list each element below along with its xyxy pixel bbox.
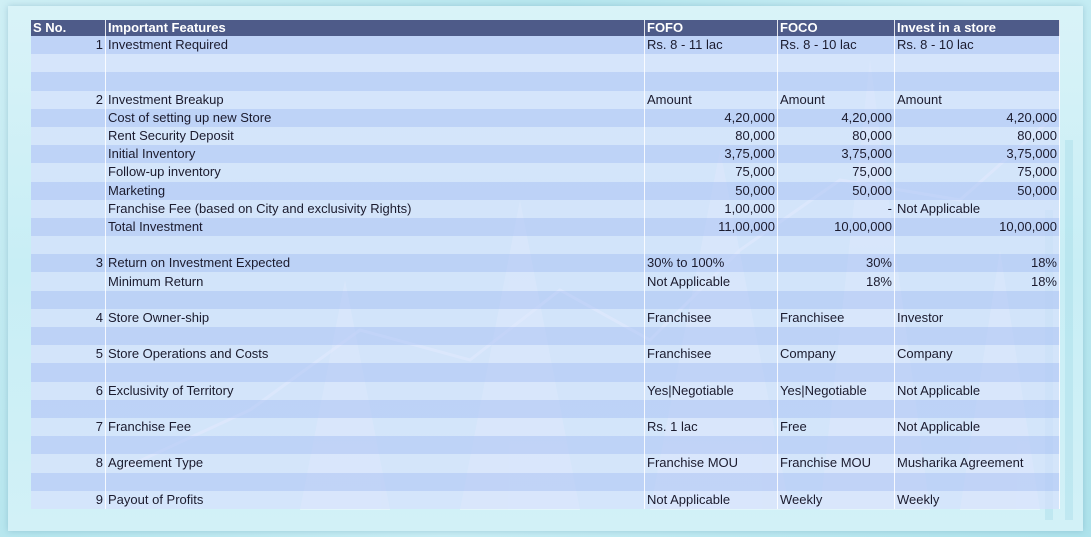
cell-invest: Rs. 8 - 10 lac xyxy=(895,36,1060,54)
cell-feature: Investment Breakup xyxy=(106,91,645,109)
cell-feature: Exclusivity of Territory xyxy=(106,382,645,400)
cell-sno: 7 xyxy=(31,418,106,436)
cell-fofo: Not Applicable xyxy=(645,491,778,509)
cell-foco: 18% xyxy=(778,272,895,290)
cell-invest xyxy=(895,473,1060,491)
cell-fofo xyxy=(645,291,778,309)
table-row xyxy=(31,54,1060,72)
cell-foco xyxy=(778,400,895,418)
table-row xyxy=(31,127,1060,145)
cell-foco xyxy=(778,436,895,454)
header-fofo: FOFO xyxy=(645,20,778,36)
cell-fofo xyxy=(645,436,778,454)
table-row xyxy=(31,109,1060,127)
cell-invest: 18% xyxy=(895,254,1060,272)
cell-foco: Weekly xyxy=(778,491,895,509)
cell-fofo: 30% to 100% xyxy=(645,254,778,272)
cell-fofo: Amount xyxy=(645,91,778,109)
cell-feature: Store Operations and Costs xyxy=(106,345,645,363)
cell-invest: 18% xyxy=(895,272,1060,290)
cell-invest: 75,000 xyxy=(895,163,1060,181)
cell-sno xyxy=(31,145,106,163)
table-row xyxy=(31,272,1060,290)
table-row xyxy=(31,309,1060,327)
cell-fofo: 1,00,000 xyxy=(645,200,778,218)
cell-foco xyxy=(778,473,895,491)
cell-feature: Marketing xyxy=(106,182,645,200)
cell-feature xyxy=(106,363,645,381)
cell-feature xyxy=(106,473,645,491)
cell-sno xyxy=(31,109,106,127)
cell-feature xyxy=(106,54,645,72)
table-row xyxy=(31,345,1060,363)
table-row xyxy=(31,400,1060,418)
cell-feature xyxy=(106,327,645,345)
cell-fofo xyxy=(645,54,778,72)
table-row xyxy=(31,327,1060,345)
cell-invest xyxy=(895,72,1060,90)
cell-foco xyxy=(778,54,895,72)
cell-foco xyxy=(778,327,895,345)
cell-fofo: 75,000 xyxy=(645,163,778,181)
header-sno: S No. xyxy=(31,20,106,36)
cell-fofo: Franchise MOU xyxy=(645,454,778,472)
cell-feature xyxy=(106,400,645,418)
header-invest: Invest in a store xyxy=(895,20,1060,36)
cell-invest: Weekly xyxy=(895,491,1060,509)
cell-feature: Total Investment xyxy=(106,218,645,236)
cell-foco: 80,000 xyxy=(778,127,895,145)
cell-invest: Investor xyxy=(895,309,1060,327)
table-row xyxy=(31,436,1060,454)
table-row xyxy=(31,254,1060,272)
header-row xyxy=(31,20,1060,36)
cell-feature: Store Owner-ship xyxy=(106,309,645,327)
cell-feature: Minimum Return xyxy=(106,272,645,290)
cell-invest xyxy=(895,236,1060,254)
cell-invest xyxy=(895,54,1060,72)
cell-sno: 1 xyxy=(31,36,106,54)
cell-fofo: Rs. 1 lac xyxy=(645,418,778,436)
cell-fofo xyxy=(645,363,778,381)
cell-invest: 10,00,000 xyxy=(895,218,1060,236)
cell-invest: Company xyxy=(895,345,1060,363)
cell-foco xyxy=(778,236,895,254)
cell-foco: Amount xyxy=(778,91,895,109)
franchise-comparison-table xyxy=(31,20,1060,509)
cell-fofo: 80,000 xyxy=(645,127,778,145)
cell-foco: Company xyxy=(778,345,895,363)
cell-sno xyxy=(31,272,106,290)
cell-foco: 75,000 xyxy=(778,163,895,181)
cell-sno xyxy=(31,54,106,72)
table-row xyxy=(31,72,1060,90)
cell-foco: 10,00,000 xyxy=(778,218,895,236)
cell-sno xyxy=(31,218,106,236)
table-row xyxy=(31,218,1060,236)
table-row xyxy=(31,418,1060,436)
cell-feature: Payout of Profits xyxy=(106,491,645,509)
cell-foco: - xyxy=(778,200,895,218)
cell-sno xyxy=(31,291,106,309)
cell-invest: Not Applicable xyxy=(895,200,1060,218)
cell-fofo: Rs. 8 - 11 lac xyxy=(645,36,778,54)
cell-foco xyxy=(778,291,895,309)
cell-invest xyxy=(895,436,1060,454)
cell-invest xyxy=(895,363,1060,381)
table-row xyxy=(31,182,1060,200)
cell-fofo: 50,000 xyxy=(645,182,778,200)
cell-feature: Rent Security Deposit xyxy=(106,127,645,145)
cell-fofo xyxy=(645,72,778,90)
table-row xyxy=(31,473,1060,491)
cell-sno xyxy=(31,127,106,145)
cell-feature: Franchise Fee xyxy=(106,418,645,436)
cell-invest xyxy=(895,327,1060,345)
cell-sno xyxy=(31,473,106,491)
cell-invest: Not Applicable xyxy=(895,418,1060,436)
table-row xyxy=(31,363,1060,381)
cell-feature: Investment Required xyxy=(106,36,645,54)
cell-sno xyxy=(31,163,106,181)
cell-fofo xyxy=(645,473,778,491)
cell-feature: Franchise Fee (based on City and exclusivity Rights) xyxy=(106,200,645,218)
table-row xyxy=(31,145,1060,163)
cell-feature xyxy=(106,436,645,454)
cell-sno: 3 xyxy=(31,254,106,272)
cell-foco: Free xyxy=(778,418,895,436)
cell-foco: Rs. 8 - 10 lac xyxy=(778,36,895,54)
cell-invest: Musharika Agreement xyxy=(895,454,1060,472)
cell-invest: Amount xyxy=(895,91,1060,109)
cell-foco: Franchisee xyxy=(778,309,895,327)
cell-sno xyxy=(31,236,106,254)
table-row xyxy=(31,36,1060,54)
cell-sno: 8 xyxy=(31,454,106,472)
header-foco: FOCO xyxy=(778,20,895,36)
cell-foco: 3,75,000 xyxy=(778,145,895,163)
cell-invest: 50,000 xyxy=(895,182,1060,200)
cell-fofo xyxy=(645,400,778,418)
table-row xyxy=(31,291,1060,309)
table-row xyxy=(31,382,1060,400)
table-row xyxy=(31,91,1060,109)
cell-sno: 4 xyxy=(31,309,106,327)
header-features: Important Features xyxy=(106,20,645,36)
table-row xyxy=(31,236,1060,254)
table-row xyxy=(31,200,1060,218)
cell-feature: Cost of setting up new Store xyxy=(106,109,645,127)
cell-feature: Agreement Type xyxy=(106,454,645,472)
cell-foco: 50,000 xyxy=(778,182,895,200)
cell-invest: 3,75,000 xyxy=(895,145,1060,163)
cell-foco xyxy=(778,363,895,381)
cell-invest xyxy=(895,291,1060,309)
cell-fofo: 4,20,000 xyxy=(645,109,778,127)
cell-sno xyxy=(31,436,106,454)
cell-foco: Yes|Negotiable xyxy=(778,382,895,400)
cell-feature xyxy=(106,291,645,309)
cell-foco xyxy=(778,72,895,90)
table-row xyxy=(31,454,1060,472)
cell-foco: 4,20,000 xyxy=(778,109,895,127)
cell-sno: 9 xyxy=(31,491,106,509)
cell-foco: Franchise MOU xyxy=(778,454,895,472)
cell-sno: 5 xyxy=(31,345,106,363)
cell-sno xyxy=(31,400,106,418)
cell-feature: Follow-up inventory xyxy=(106,163,645,181)
cell-sno xyxy=(31,182,106,200)
cell-invest: 4,20,000 xyxy=(895,109,1060,127)
cell-feature xyxy=(106,72,645,90)
cell-fofo: 3,75,000 xyxy=(645,145,778,163)
cell-sno xyxy=(31,72,106,90)
cell-invest: 80,000 xyxy=(895,127,1060,145)
cell-fofo: Franchisee xyxy=(645,345,778,363)
cell-invest: Not Applicable xyxy=(895,382,1060,400)
cell-fofo xyxy=(645,236,778,254)
cell-fofo: Franchisee xyxy=(645,309,778,327)
cell-sno xyxy=(31,200,106,218)
cell-foco: 30% xyxy=(778,254,895,272)
cell-fofo: Not Applicable xyxy=(645,272,778,290)
table-row xyxy=(31,163,1060,181)
cell-sno xyxy=(31,363,106,381)
cell-fofo: Yes|Negotiable xyxy=(645,382,778,400)
cell-sno xyxy=(31,327,106,345)
table-row xyxy=(31,491,1060,509)
cell-sno: 6 xyxy=(31,382,106,400)
cell-sno: 2 xyxy=(31,91,106,109)
cell-feature: Initial Inventory xyxy=(106,145,645,163)
cell-feature xyxy=(106,236,645,254)
cell-invest xyxy=(895,400,1060,418)
cell-fofo xyxy=(645,327,778,345)
cell-feature: Return on Investment Expected xyxy=(106,254,645,272)
cell-fofo: 11,00,000 xyxy=(645,218,778,236)
